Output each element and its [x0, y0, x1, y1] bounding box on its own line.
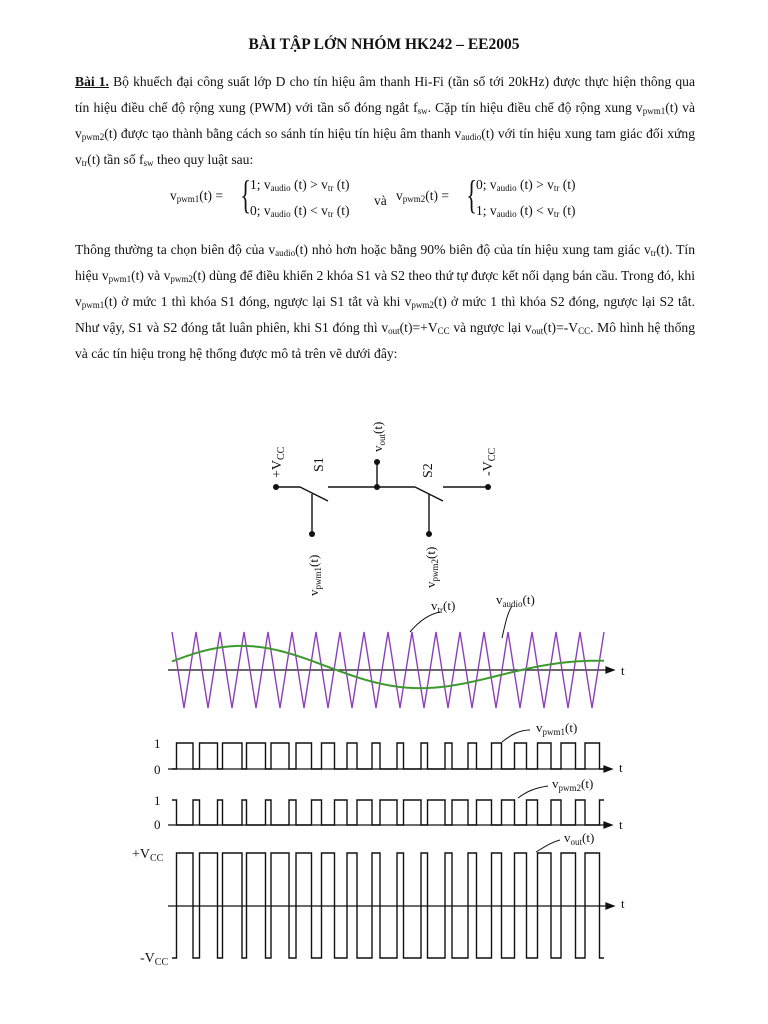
leader-pwm2 [518, 786, 548, 798]
pwm2-wave [172, 800, 604, 825]
axis-arrow [604, 766, 612, 772]
half-bridge-circuit [0, 400, 768, 600]
axis-t-label-2: t [619, 760, 623, 775]
text-run: (t) tần số f [87, 152, 144, 167]
pwm2-level-0: 0 [154, 817, 161, 832]
subscript: sw [143, 158, 154, 168]
axis-arrow [604, 822, 612, 828]
waveform-diagram [0, 590, 768, 1024]
eq-case-1b: 0; $v_{audio}$ $(t) < v_{tr}$ (t) [250, 203, 350, 219]
label-s2: S2 [421, 463, 436, 478]
label-pwm1: $v_{pwm1}(t)$ [536, 720, 578, 737]
axis-arrow [606, 667, 614, 673]
eq-lhs-pwm2: $v_{pwm2}(t)$ = [396, 188, 449, 204]
leader-vtr [410, 612, 440, 632]
brace-left-2: { [466, 172, 477, 217]
axis-arrow [606, 903, 614, 909]
label-vout: $v_{out}(t)$ [370, 421, 387, 452]
text-run: (t) và v [75, 100, 696, 141]
text-run: (t) với tín hiệu xung tam giác đối xứng v [75, 126, 695, 167]
leader-vout [536, 840, 560, 852]
eq-case-2b: 1; $v_{audio}$ $(t) < v_{tr}$ (t) [476, 203, 576, 219]
subscript: audio [461, 132, 482, 142]
pwm1-wave [172, 743, 604, 769]
text-run: . Cặp tín hiệu điều chế độ rộng xung v [427, 100, 643, 115]
label-vpwm2: $v_{pwm2}(t)$ [423, 546, 440, 588]
eq-conjunction: và [374, 193, 387, 208]
label-s1: S1 [312, 457, 327, 472]
label-vpwm1: $v_{pwm1}(t)$ [306, 554, 323, 596]
eq-case-1a: 1; $v_{audio}$ $(t) > v_{tr}$ (t) [250, 177, 350, 193]
leader-vaudio [502, 606, 512, 638]
problem-label: Bài 1. [75, 74, 109, 89]
paragraph-problem-1 [75, 69, 695, 173]
text-run: Bộ khuếch đại công suất lớp D cho tín hiệu âm thanh Hi-Fi (tần số tới 20kHz) được thực hiện thông qua tín hiệu điều chế độ rộng xung (PWM) với tần số đóng ngắt f [75, 74, 695, 115]
leader-pwm1 [502, 730, 530, 742]
document-title: BÀI TẬP LỚN NHÓM HK242 – EE2005 [248, 36, 520, 53]
text-run: (t) được tạo thành bằng cách so sánh tín hiệu tín hiệu âm thanh v [104, 126, 462, 141]
axis-t-label-4: t [621, 896, 625, 911]
text-run: theo quy luật sau: [153, 152, 254, 167]
axis-t-label-1: t [621, 663, 625, 678]
label-vout-wave: $v_{out}(t)$ [564, 830, 595, 847]
eq-case-2a: 0; $v_{audio}$ $(t) > v_{tr}$ (t) [476, 177, 576, 193]
vout-level-pos: $+V_{CC}$ [132, 847, 164, 864]
pwm-equation [170, 173, 610, 223]
label-vcc-neg: $-V_{CC}$ [481, 447, 498, 476]
paragraph-description: Thông thường ta chọn biên độ của $v_{audio}(t)$ nhỏ hơn hoặc bằng 90% biên độ của tín hiệu xung tam giác $v_{tr}(t)$. Tín hiệu $v_{pwm1}(t)$ và $v_{pwm2}(t)$ dùng để điều khiển 2 khóa S1 và S2 theo thứ tự được kết nối dạng bán cầu. Trong đó, khi $v_{pwm1}(t)$ ở mức 1 thì khóa S1 đóng, ngược lại S1 tắt và khi $v_{pwm2}(t)$ ở mức 1 thì khóa S2 đóng, ngược lại S2 tắt. Như vậy, S1 và S2 đóng tắt luân phiên, khi S1 đóng thì $v_{out}(t)=+V_{CC}$ và ngược lại $v_{out}(t)=-V_{CC}$. Mô hình hệ thống và các tín hiệu trong hệ thống được mô tả trên vẽ dưới đây: [75, 242, 695, 361]
subscript: sw [417, 106, 428, 116]
label-vtr: $v_{tr}(t)$ [431, 598, 456, 615]
pwm1-level-0: 0 [154, 762, 161, 777]
eq-lhs-pwm1: $v_{pwm1}(t)$ = [170, 188, 223, 204]
vout-level-neg: $-V_{CC}$ [140, 951, 169, 968]
axis-t-label-3: t [619, 817, 623, 832]
subscript: pwm2 [81, 132, 105, 142]
label-vcc-pos: $+V_{CC}$ [270, 446, 287, 478]
brace-left-1: { [240, 172, 251, 217]
pwm2-level-1: 1 [154, 793, 161, 808]
pwm1-level-1: 1 [154, 736, 161, 751]
label-pwm2: $v_{pwm2}(t)$ [552, 776, 594, 793]
subscript: pwm1 [642, 106, 666, 116]
label-vaudio: $v_{audio}(t)$ [496, 592, 535, 609]
subscript: tr [81, 158, 88, 168]
